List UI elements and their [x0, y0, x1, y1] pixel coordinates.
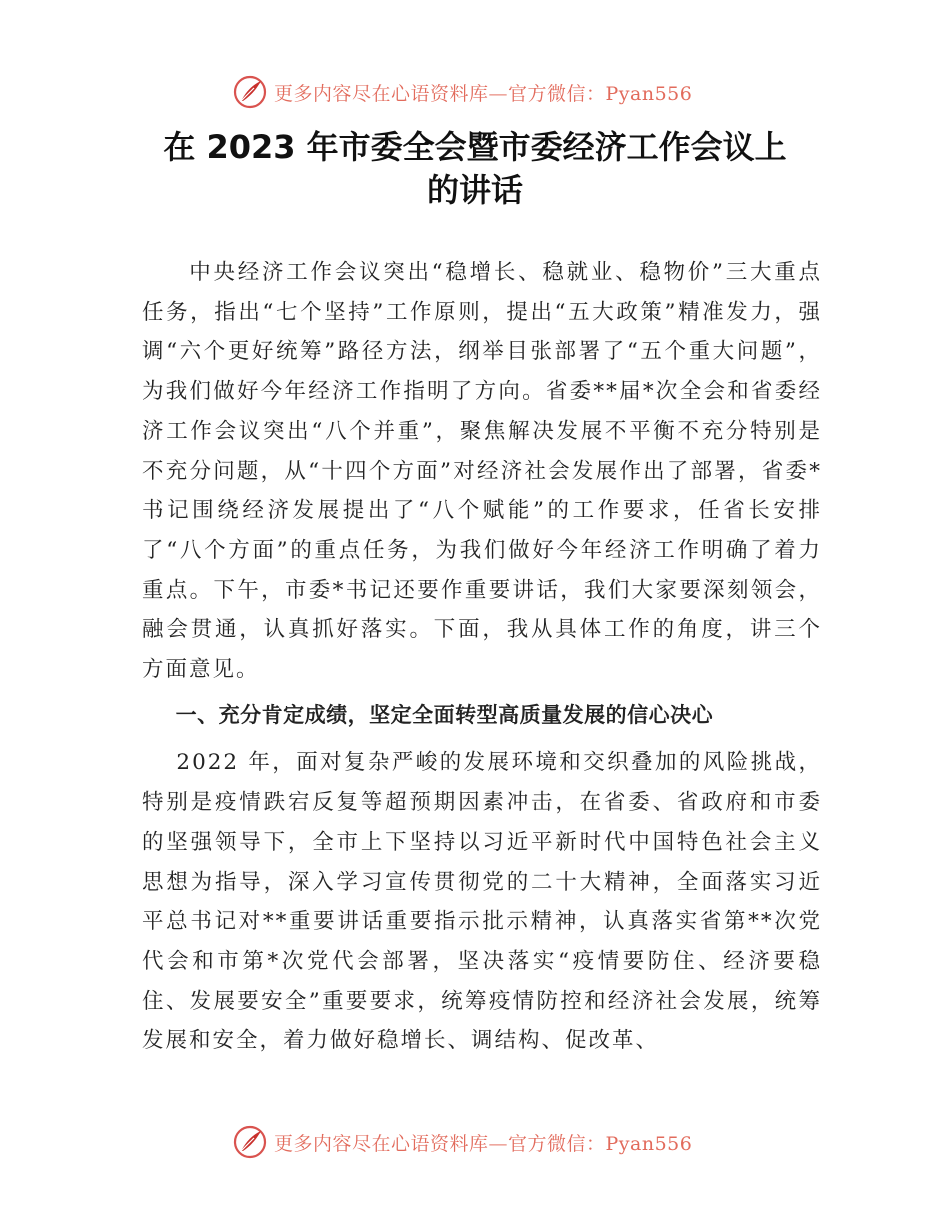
banner-separator: —	[488, 1132, 509, 1155]
banner-wechat-id: 官方微信：Pyan556	[508, 1132, 693, 1155]
banner-separator: —	[488, 82, 509, 105]
section-heading-1: 一、充分肯定成绩，坚定全面转型高质量发展的信心决心	[175, 702, 714, 727]
document-body	[142, 253, 822, 1061]
feather-quill-logo-icon	[232, 1124, 268, 1160]
banner-site-name: 更多内容尽在心语资料库	[274, 1132, 489, 1155]
header-banner-text	[274, 79, 692, 106]
banner-site-name: 更多内容尽在心语资料库	[274, 82, 489, 105]
title-line-2: 的讲话	[426, 171, 523, 209]
banner-wechat-id: 官方微信：Pyan556	[508, 82, 693, 105]
footer-watermark-banner	[232, 1122, 752, 1162]
feather-quill-logo-icon	[232, 74, 268, 110]
footer-banner-text	[274, 1129, 692, 1156]
document-title	[100, 126, 850, 212]
header-watermark-banner	[232, 72, 752, 112]
paragraph-achievements: 2022 年，面对复杂严峻的发展环境和交织叠加的风险挑战，特别是疫情跌宕反复等超预期因素冲击，在省委、省政府和市委的坚强领导下，全市上下坚持以习近平新时代中国特色社会主义思想为指导，深入学习宣传贯彻党的二十大精神，全面落实习近平总书记对**重要讲话重要指示批示精神，认真落实省第**次党代会和市第*次党代会部署，坚决落实“疫情要防住、经济要稳住、发展要安全”重要要求，统筹疫情防控和经济社会发展，统筹发展和安全，着力做好稳增长、调结构、促改革、	[142, 750, 822, 1054]
paragraph-intro: 中央经济工作会议突出“稳增长、稳就业、稳物价”三大重点任务，指出“七个坚持”工作原则，提出“五大政策”精准发力，强调“六个更好统筹”路径方法，纲举目张部署了“五个重大问题”，为我们做好今年经济工作指明了方向。省委**届*次全会和省委经济工作会议突出“八个并重”，聚焦解决发展不平衡不充分特别是不充分问题，从“十四个方面”对经济社会发展作出了部署，省委*书记围绕经济发展提出了“八个赋能”的工作要求，任省长安排了“八个方面”的重点任务，为我们做好今年经济工作明确了着力重点。下午，市委*书记还要作重要讲话，我们大家要深刻领会，融会贯通，认真抓好落实。下面，我从具体工作的角度，讲三个方面意见。	[142, 260, 822, 683]
title-line-1: 在 2023 年市委全会暨市委经济工作会议上	[163, 128, 787, 166]
